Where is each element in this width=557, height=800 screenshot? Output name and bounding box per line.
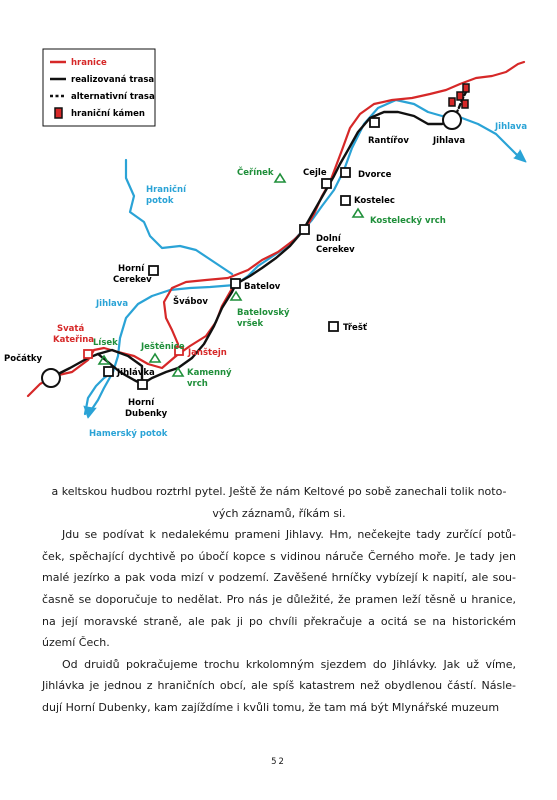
village-jihlavka-marker bbox=[104, 367, 113, 376]
label-janstejn: Janštejn bbox=[188, 348, 227, 358]
label-horni-dubenky-2: Dubenky bbox=[125, 409, 168, 419]
town-pocatky-marker bbox=[42, 369, 60, 387]
legend-stone-label: hraniční kámen bbox=[71, 109, 145, 119]
label-kamenny-1: Kamenný bbox=[187, 368, 232, 378]
paragraph-3: Od druidů pokračujeme trochu krkolomným sjezdem do Jihlávky. Jak už víme, Jihlávka je jednou z hraničních obcí, ale spíš katastrem než obydlenou částí. Násle- dují Horní Dubenky, kam zajíždíme i kvůli tomu, že tam má být Mlynářské muzeum bbox=[42, 657, 516, 714]
border-loop-batelov bbox=[176, 282, 236, 356]
label-cejle: Cejle bbox=[303, 168, 327, 178]
label-svata-2: Kateřina bbox=[53, 335, 95, 345]
river-jihlava-arrowhead bbox=[514, 150, 526, 162]
label-dolni-cerekev-1: Dolní bbox=[316, 234, 341, 244]
river-hamersky-potok bbox=[90, 372, 113, 412]
label-svata-1: Svatá bbox=[57, 324, 85, 334]
village-dvorce-marker bbox=[341, 168, 350, 177]
legend-stone-icon bbox=[55, 108, 62, 118]
label-lisek: Lísek bbox=[93, 338, 118, 348]
paragraph-1 bbox=[42, 481, 516, 524]
legend-alt-label: alternativní trasa bbox=[71, 92, 155, 102]
peak-kostelecky-vrch-icon bbox=[353, 209, 363, 217]
village-trest-marker bbox=[329, 322, 338, 331]
label-dolni-cerekev-2: Cerekev bbox=[316, 245, 355, 255]
label-dvorce: Dvorce bbox=[358, 170, 392, 180]
paragraph-1-line-2: vých záznamů, říkám si. bbox=[212, 506, 346, 520]
label-rantirov: Rantířov bbox=[368, 136, 409, 146]
label-jihlava-river-w: Jihlava bbox=[96, 299, 129, 309]
village-dolni-cerekev-marker bbox=[300, 225, 309, 234]
label-jihlava-town: Jihlava bbox=[433, 136, 466, 146]
village-horni-cerekev-marker bbox=[149, 266, 158, 275]
boundary-stone-icon bbox=[462, 100, 468, 108]
label-horni-cerekev-2: Cerekev bbox=[113, 275, 152, 285]
boundary-stone-icon bbox=[457, 92, 463, 100]
village-kostelec-marker bbox=[341, 196, 350, 205]
boundary-stone-icon bbox=[449, 98, 455, 106]
label-horni-dubenky-1: Horní bbox=[128, 398, 155, 408]
village-batelov-marker bbox=[231, 279, 240, 288]
village-svata-katerina-marker bbox=[84, 350, 92, 358]
label-kamenny-2: vrch bbox=[187, 379, 208, 389]
town-jihlava-marker bbox=[443, 111, 461, 129]
label-batelov: Batelov bbox=[244, 282, 281, 292]
label-cerinek: Čeřínek bbox=[237, 168, 274, 178]
legend-route-label: realizovaná trasa bbox=[71, 75, 155, 85]
paragraph-2: Jdu se podívat k nedalekému prameni Jihlavy. Hm, nečekejte tady zurčící potů- ček, spěchající dychtivě po úbočí kopce s vidinou náruče Černého moře. Je tady jen malé jezírko a pak voda mizí v podzemí. Zavěšené hrníčky vybízejí k napití, ale sou- časně se doporučuje to nedělat. Pro nás je důležité, že pramen leží těsně u hranice, na její moravské straně, ale pak ji po chvíli překračuje a ocitá se na historickém území Čech. bbox=[42, 528, 516, 650]
label-kostelec: Kostelec bbox=[354, 196, 395, 206]
label-svabov: Švábov bbox=[173, 297, 208, 307]
label-batelovsky-2: vršek bbox=[237, 319, 264, 329]
village-horni-dubenky-marker bbox=[138, 380, 147, 389]
map-legend bbox=[43, 49, 155, 126]
label-jestenice: Ještěnice bbox=[141, 342, 185, 352]
body-text bbox=[42, 481, 516, 719]
label-hranicni-potok-1: Hraniční bbox=[146, 185, 187, 195]
paragraph-1-line-1: a keltskou hudbou roztrhl pytel. Ještě že nám Keltové po sobě zanechali tolik noto- bbox=[51, 485, 507, 498]
label-jihlavka: Jihlávka bbox=[117, 368, 155, 378]
peak-jestenice-icon bbox=[150, 354, 160, 362]
river-hranicni-potok bbox=[126, 160, 232, 274]
label-jihlava-river-ne: Jihlava bbox=[495, 122, 528, 132]
label-horni-cerekev-1: Horní bbox=[118, 264, 145, 274]
label-batelovsky-1: Batelovský bbox=[237, 308, 290, 318]
legend-border-label: hranice bbox=[71, 58, 107, 68]
label-kostelecky-vrch: Kostelecký vrch bbox=[370, 216, 446, 226]
label-hranicni-potok-2: potok bbox=[146, 196, 174, 206]
label-trest: Třešť bbox=[343, 323, 367, 333]
boundary-stone-icon bbox=[463, 84, 469, 92]
page-number: 52 bbox=[271, 757, 286, 767]
peak-cerinek-icon bbox=[275, 174, 285, 182]
river-hamersky-arrowhead bbox=[84, 406, 96, 418]
river-jihlava bbox=[85, 100, 524, 414]
label-pocatky: Počátky bbox=[4, 354, 43, 364]
village-cejle-marker bbox=[322, 179, 331, 188]
label-hamersky-potok: Hamerský potok bbox=[89, 429, 168, 439]
village-rantirov-marker bbox=[370, 118, 379, 127]
